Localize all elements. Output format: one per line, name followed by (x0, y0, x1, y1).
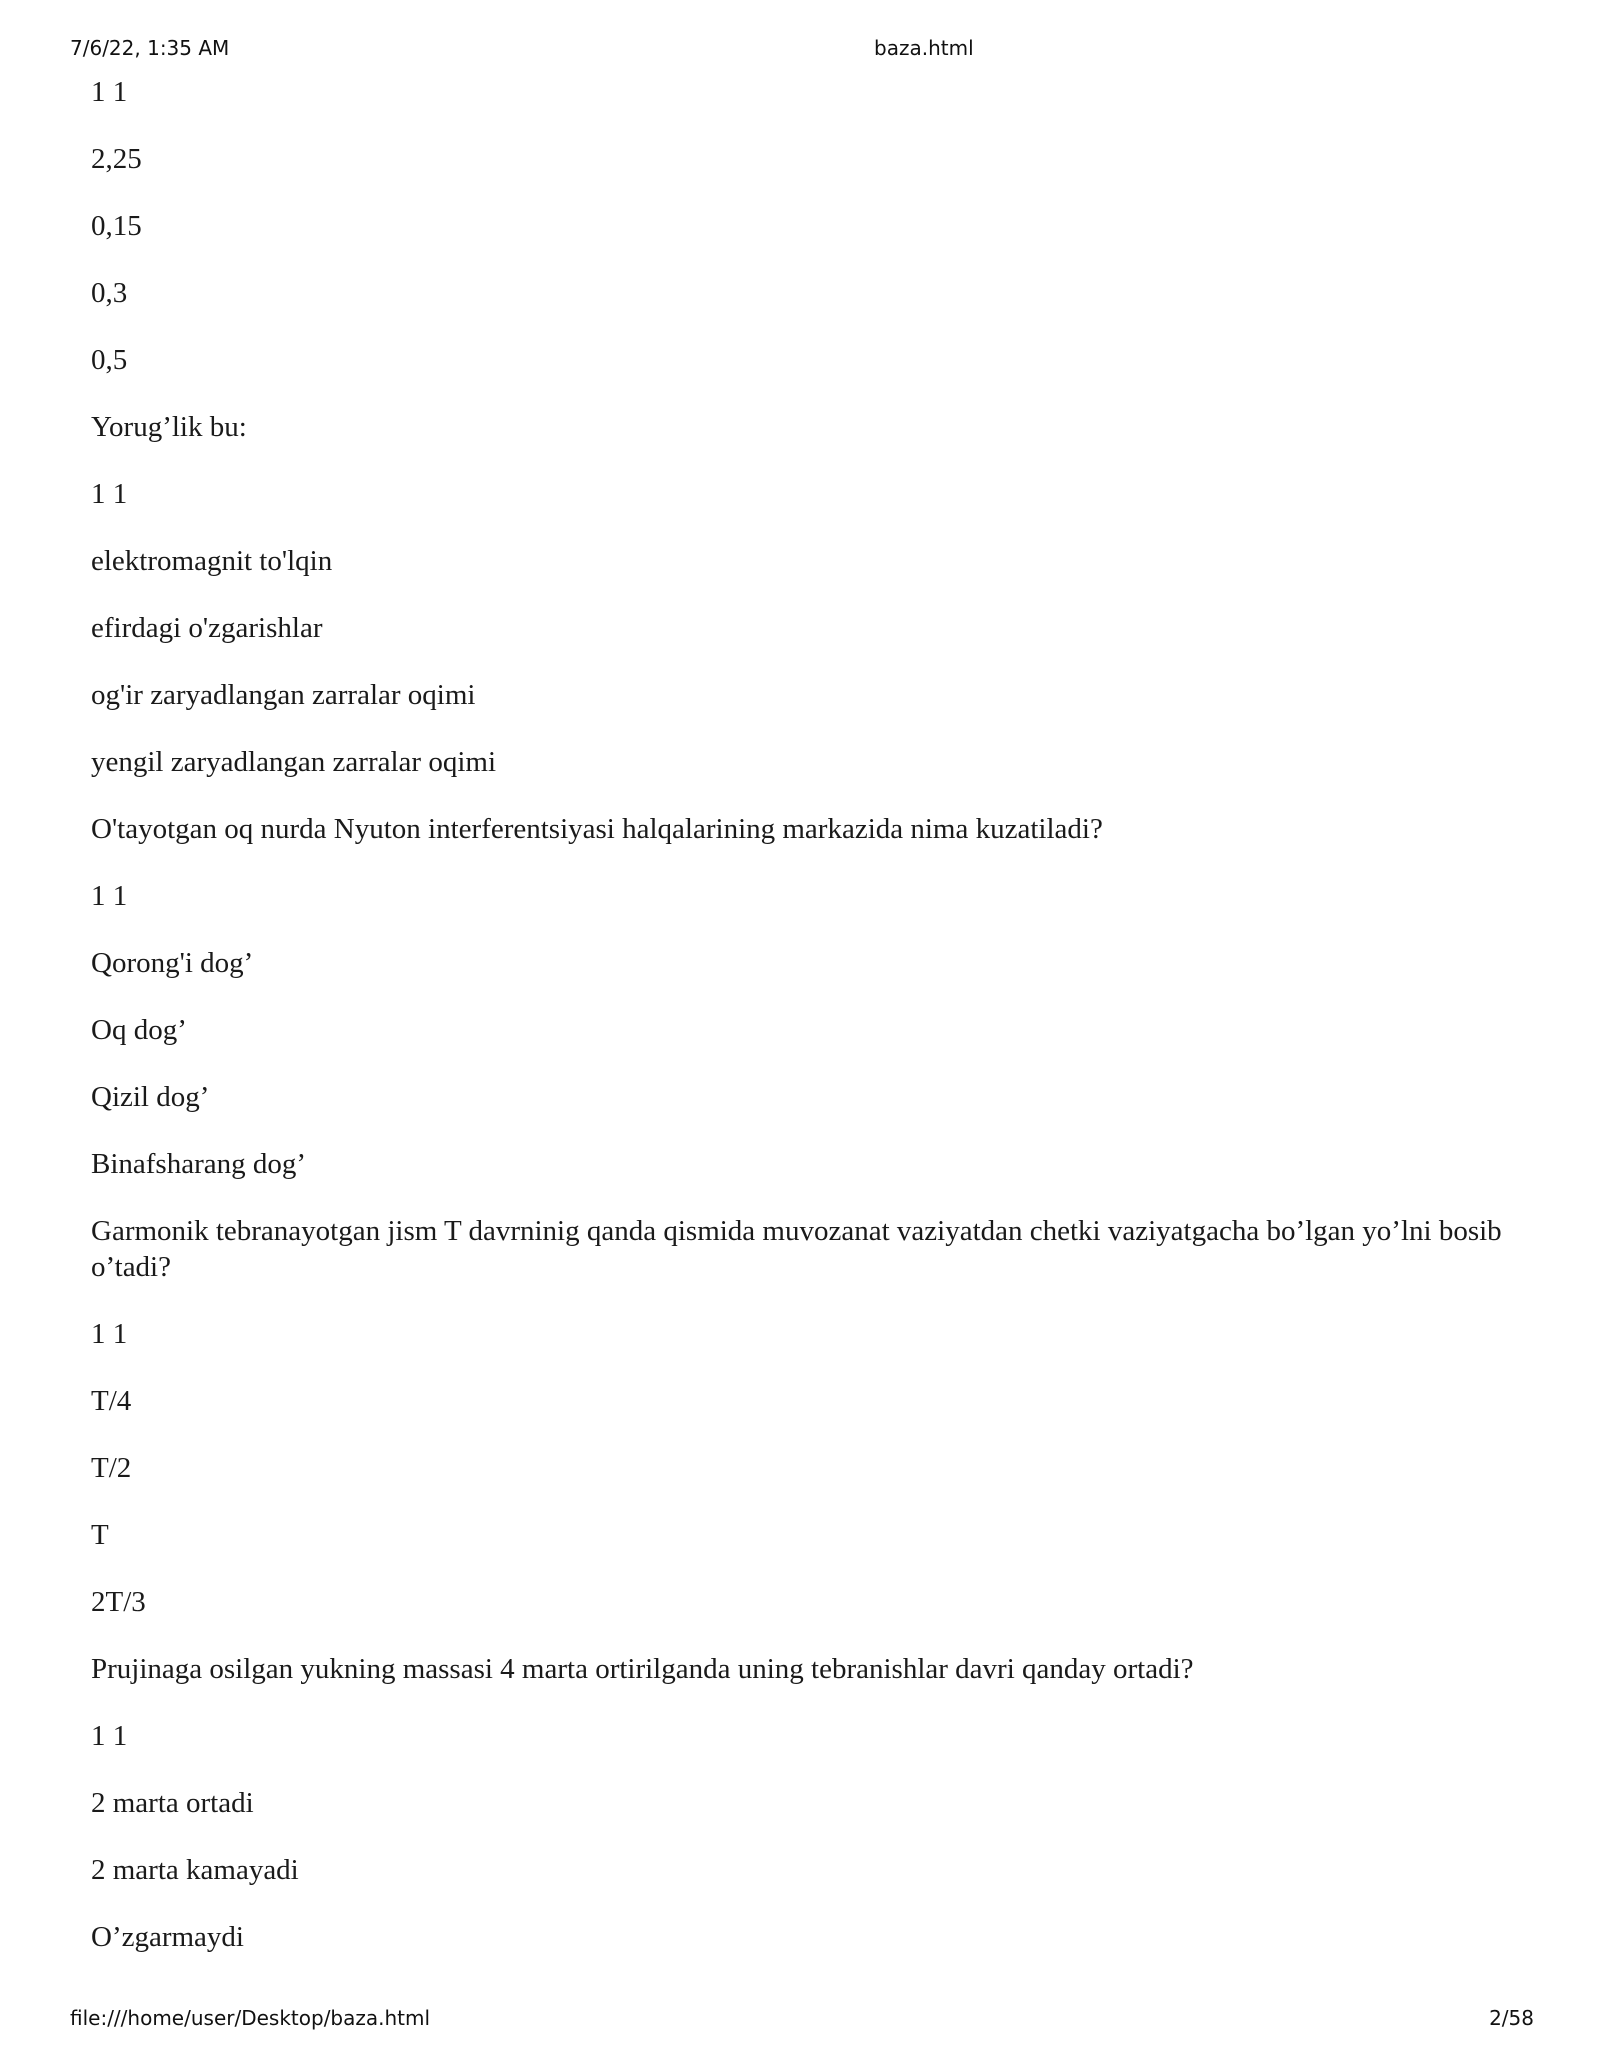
answer-option: Binafsharang dog’ (91, 1148, 307, 1180)
answer-option: 2 marta kamayadi (91, 1854, 299, 1886)
answer-option: yengil zaryadlangan zarralar oqimi (91, 746, 496, 778)
question-text: O'tayotgan oq nurda Nyuton interferentsiyasi halqalarining markazida nima kuzatiladi? (91, 813, 1103, 845)
text-line: 1 1 (91, 478, 128, 510)
answer-option: T (91, 1519, 109, 1551)
answer-option: 2T/3 (91, 1586, 146, 1618)
text-line: 0,5 (91, 344, 128, 376)
page-number: 2/58 (1489, 2006, 1534, 2030)
answer-option: og'ir zaryadlangan zarralar oqimi (91, 679, 476, 711)
answer-option: 2 marta ortadi (91, 1787, 254, 1819)
print-header (0, 36, 1600, 66)
answer-option: T/2 (91, 1452, 132, 1484)
answer-option: efirdagi o'zgarishlar (91, 612, 323, 644)
question-text: Garmonik tebranayotgan jism T davrninig qanda qismida muvozanat vaziyatdan chetki vaziyatgacha bo’lgan yo’lni bosib o’tadi? (91, 1215, 1502, 1283)
text-line: 1 1 (91, 76, 128, 108)
text-line: 2,25 (91, 143, 142, 175)
print-footer (0, 2006, 1600, 2036)
text-line: 0,15 (91, 210, 142, 242)
print-datetime: 7/6/22, 1:35 AM (70, 36, 230, 60)
print-title: baza.html (874, 36, 974, 60)
text-line: 1 1 (91, 1318, 128, 1350)
answer-option: Qizil dog’ (91, 1081, 210, 1113)
answer-option: Qorong'i dog’ (91, 947, 254, 979)
document-body (91, 74, 1511, 1986)
print-url: file:///home/user/Desktop/baza.html (70, 2006, 431, 2030)
question-text: Prujinaga osilgan yukning massasi 4 marta ortirilganda uning tebranishlar davri qanday ortadi? (91, 1653, 1194, 1685)
text-line: 0,3 (91, 277, 128, 309)
text-line: 1 1 (91, 1720, 128, 1752)
text-line: 1 1 (91, 880, 128, 912)
question-text: Yorug’lik bu: (91, 411, 247, 443)
answer-option: O’zgarmaydi (91, 1921, 244, 1953)
answer-option: T/4 (91, 1385, 132, 1417)
answer-option: elektromagnit to'lqin (91, 545, 333, 577)
answer-option: Oq dog’ (91, 1014, 187, 1046)
